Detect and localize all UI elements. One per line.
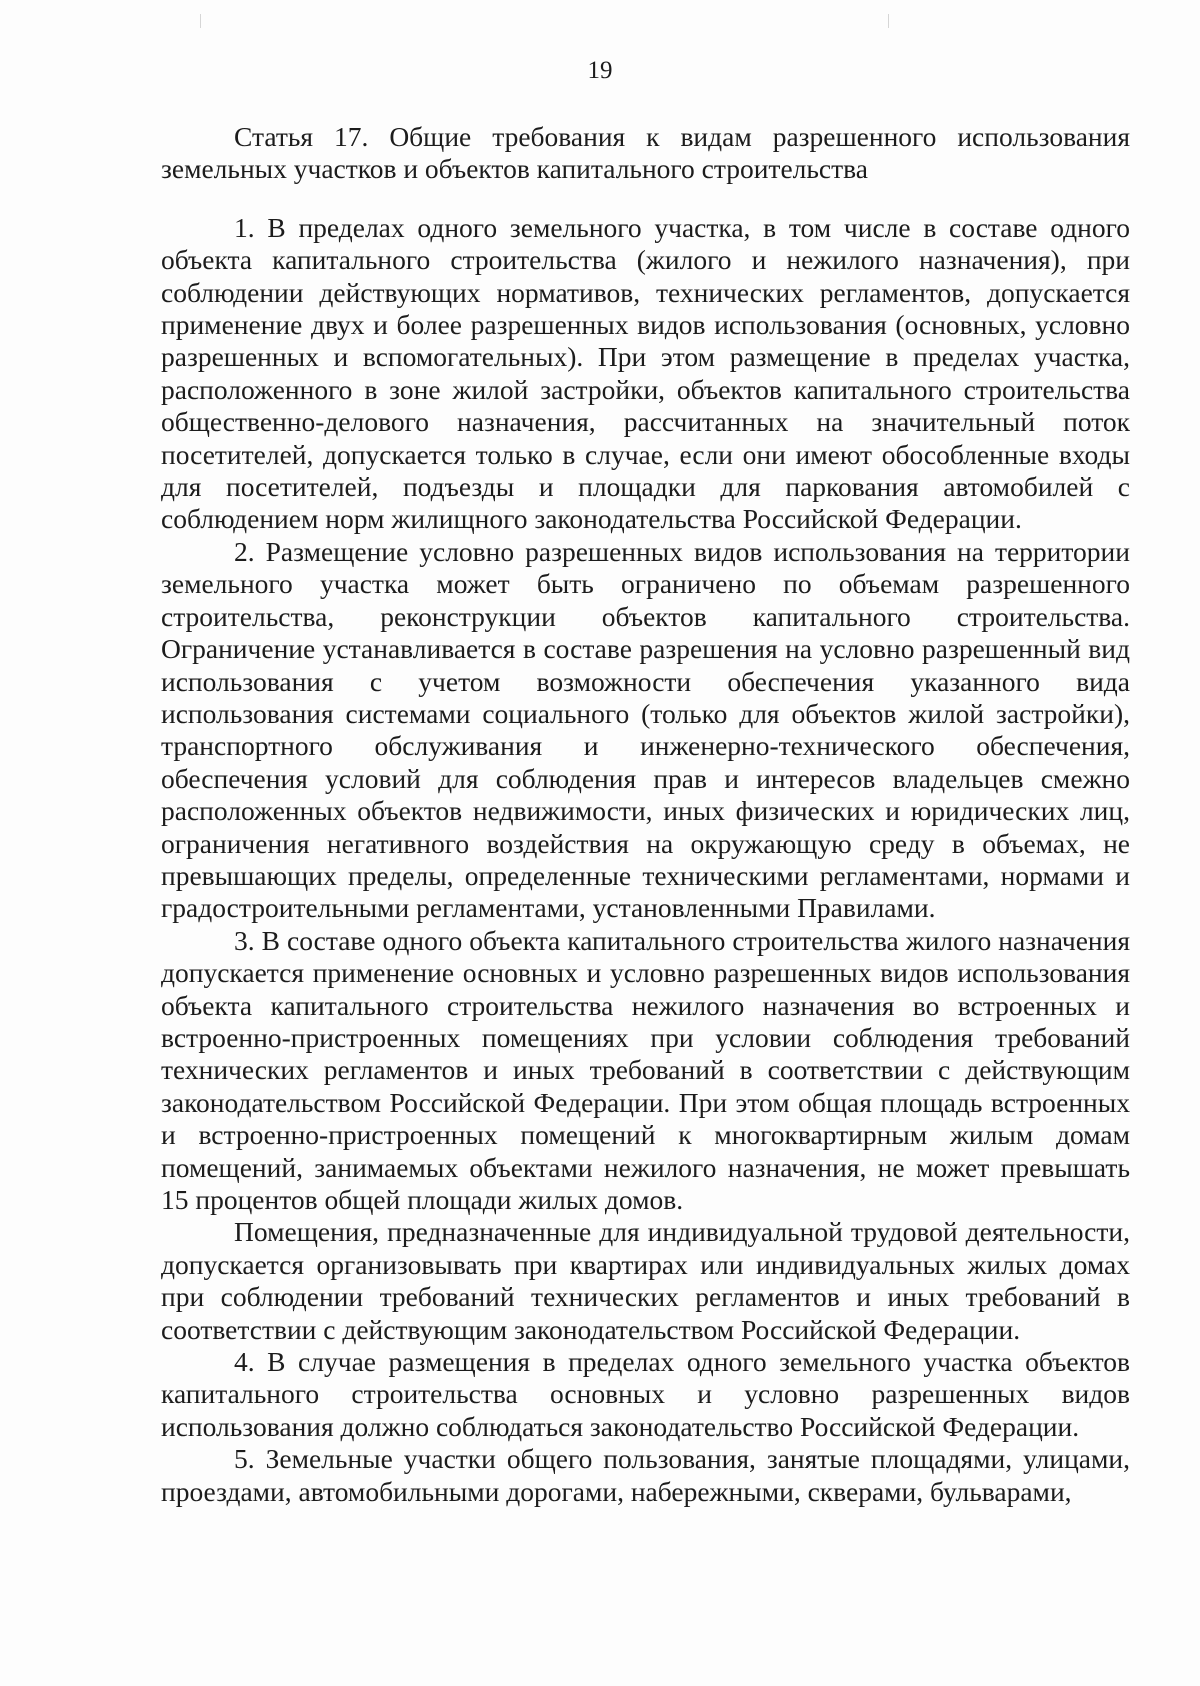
document-body xyxy=(161,121,1130,1508)
page-number: 19 xyxy=(587,57,613,84)
paragraph-5: 5. Земельные участки общего пользования, занятые площадями, улицами, проездами, автомобильными дорогами, набережными, скверами, бульварами, xyxy=(161,1443,1130,1507)
paragraph-3-continuation: Помещения, предназначенные для индивидуальной трудовой деятельности, допускается организовывать при квартирах или индивидуальных жилых домах при соблюдении требований технических регламентов и иных требований в соответствии с действующим законодательством Российской Федерации. xyxy=(161,1216,1130,1345)
scan-artifact-mark xyxy=(888,14,889,28)
paragraph-2: 2. Размещение условно разрешенных видов использования на территории земельного участка может быть ограничено по объемам разрешенного строительства, реконструкции объектов капитального строительства. Ограничение устанавливается в составе разрешения на условно разрешенный вид использования с учетом возможности обеспечения указанного вида использования системами социального (только для объектов жилой застройки), транспортного обслуживания и инженерно-технического обеспечения, обеспечения условий для соблюдения прав и интересов владельцев смежно расположенных объектов недвижимости, иных физических и юридических лиц, ограничения негативного воздействия на окружающую среду в объемах, не превышающих пределы, определенные техническими регламентами, нормами и градостроительными регламентами, установленными Правилами. xyxy=(161,535,1130,924)
scan-artifact-mark xyxy=(200,14,201,28)
paragraph-1: 1. В пределах одного земельного участка, в том числе в составе одного объекта капитального строительства (жилого и нежилого назначения), при соблюдении действующих нормативов, технических регламентов, допускается применение двух и более разрешенных видов использования (основных, условно разрешенных и вспомогательных). При этом размещение в пределах участка, расположенного в зоне жилой застройки, объектов капитального строительства общественно-делового назначения, рассчитанных на значительный поток посетителей, допускается только в случае, если они имеют обособленные входы для посетителей, подъезды и площадки для паркования автомобилей с соблюдением норм жилищного законодательства Российской Федерации. xyxy=(161,211,1130,535)
paragraph-3: 3. В составе одного объекта капитального строительства жилого назначения допускается применение основных и условно разрешенных видов использования объекта капитального строительства нежилого назначения во встроенных и встроенно-пристроенных помещениях при условии соблюдения требований технических регламентов и иных требований в соответствии с действующим законодательством Российской Федерации. При этом общая площадь встроенных и встроенно-пристроенных помещений к многоквартирным жилым домам помещений, занимаемых объектами нежилого назначения, не может превышать 15 процентов общей площади жилых домов. xyxy=(161,924,1130,1215)
paragraph-4: 4. В случае размещения в пределах одного земельного участка объектов капитального строительства основных и условно разрешенных видов использования должно соблюдаться законодательство Российской Федерации. xyxy=(161,1346,1130,1442)
article-title: Статья 17. Общие требования к видам разрешенного использования земельных участков и объектов капитального строительства xyxy=(161,121,1130,185)
